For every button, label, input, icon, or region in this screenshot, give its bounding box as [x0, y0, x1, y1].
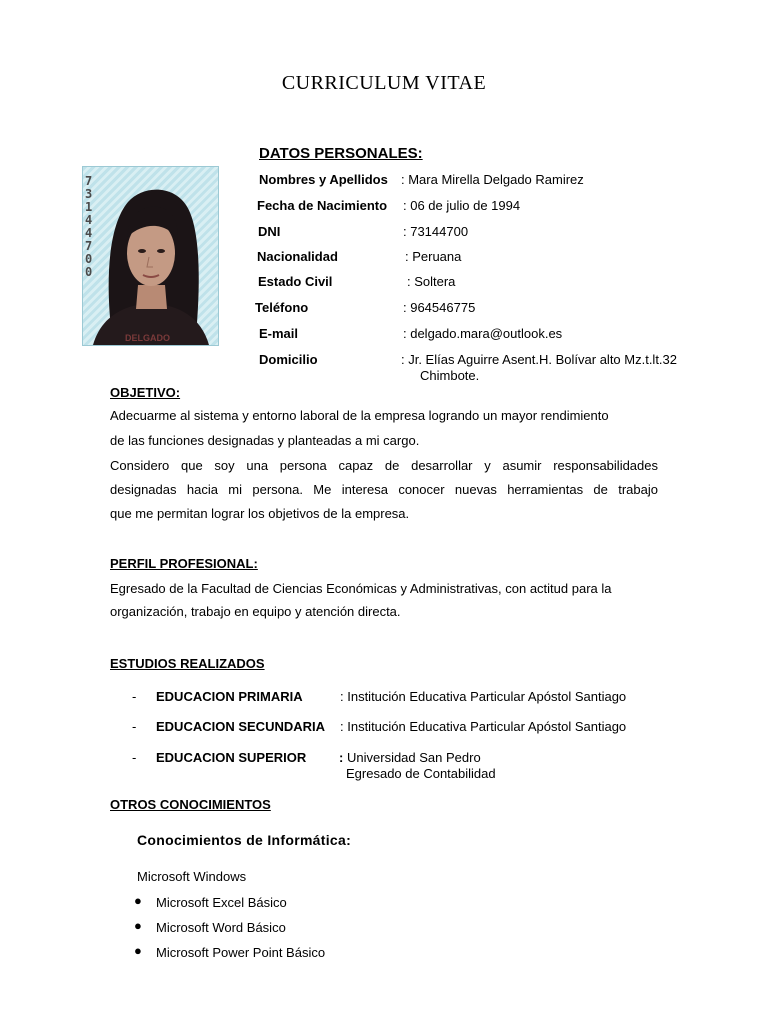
- field-value-dni: : 73144700: [403, 224, 469, 239]
- skill-item-word: Microsoft Word Básico: [156, 920, 286, 935]
- field-label-name: Nombres y Apellidos: [259, 172, 388, 187]
- field-label-address: Domicilio: [259, 352, 318, 367]
- field-value-email: : delgado.mara@outlook.es: [403, 326, 563, 341]
- objective-heading: OBJETIVO:: [110, 385, 181, 400]
- studies-dash-primary: -: [132, 689, 137, 704]
- objective-line-5: que me permitan lograr los objetivos de la empresa.: [110, 506, 410, 521]
- profile-heading: PERFIL PROFESIONAL:: [110, 556, 258, 571]
- profile-line-1: Egresado de la Facultad de Ciencias Económicas y Administrativas, con actitud para la: [110, 581, 612, 596]
- skill-item-powerpoint: Microsoft Power Point Básico: [156, 945, 326, 960]
- field-label-dni: DNI: [258, 224, 281, 239]
- document-title: CURRICULUM VITAE: [281, 72, 487, 94]
- field-label-phone: Teléfono: [255, 300, 309, 315]
- studies-colon-superior: :: [339, 750, 344, 765]
- field-value-birthdate: : 06 de julio de 1994: [403, 198, 521, 213]
- bullet-icon: ●: [134, 943, 142, 958]
- photo-stamp-name: DELGADO: [125, 333, 170, 343]
- field-value-address-line2: Chimbote.: [420, 368, 480, 383]
- objective-line-3: Considero que soy una persona capaz de desarrollar y asumir responsabilidades: [110, 458, 658, 473]
- field-value-phone: : 964546775: [403, 300, 476, 315]
- computer-skills-heading: Conocimientos de Informática:: [137, 832, 352, 848]
- field-value-civil-status: : Soltera: [407, 274, 456, 289]
- profile-photo: [82, 166, 219, 346]
- objective-line-4: designadas hacia mi persona. Me interesa conocer nuevas herramientas de trabajo: [110, 482, 658, 497]
- field-value-name: : Mara Mirella Delgado Ramirez: [401, 172, 584, 187]
- studies-dash-superior: -: [132, 750, 137, 765]
- objective-line-1: Adecuarme al sistema y entorno laboral de la empresa logrando un mayor rendimiento: [110, 408, 609, 423]
- studies-heading: ESTUDIOS REALIZADOS: [110, 656, 265, 671]
- other-knowledge-heading: OTROS CONOCIMIENTOS: [110, 797, 271, 812]
- skill-item-excel: Microsoft Excel Básico: [156, 895, 287, 910]
- field-label-civil-status: Estado Civil: [258, 274, 333, 289]
- field-label-nationality: Nacionalidad: [257, 249, 338, 264]
- photo-stamp-number: 73144700: [85, 174, 93, 279]
- studies-value-superior: Universidad San Pedro: [347, 750, 481, 765]
- studies-label-superior: EDUCACION SUPERIOR: [156, 750, 307, 765]
- skill-item-windows: Microsoft Windows: [137, 869, 247, 884]
- studies-value-superior-line2: Egresado de Contabilidad: [346, 766, 496, 781]
- field-value-address: : Jr. Elías Aguirre Asent.H. Bolívar alto Mz.t.lt.32: [401, 352, 678, 367]
- bullet-icon: ●: [134, 918, 142, 933]
- field-value-nationality: : Peruana: [405, 249, 462, 264]
- profile-line-2: organización, trabajo en equipo y atención directa.: [110, 604, 401, 619]
- studies-label-secondary: EDUCACION SECUNDARIA: [156, 719, 326, 734]
- studies-value-primary: : Institución Educativa Particular Apóstol Santiago: [340, 689, 627, 704]
- studies-value-secondary: : Institución Educativa Particular Apóstol Santiago: [340, 719, 627, 734]
- studies-label-primary: EDUCACION PRIMARIA: [156, 689, 303, 704]
- bullet-icon: ●: [134, 893, 142, 908]
- portrait-illustration: [83, 167, 218, 345]
- objective-line-2: de las funciones designadas y planteadas a mi cargo.: [110, 433, 420, 448]
- studies-dash-secondary: -: [132, 719, 137, 734]
- field-label-email: E-mail: [259, 326, 299, 341]
- field-label-birthdate: Fecha de Nacimiento: [257, 198, 388, 213]
- personal-data-heading: DATOS PERSONALES:: [259, 145, 423, 162]
